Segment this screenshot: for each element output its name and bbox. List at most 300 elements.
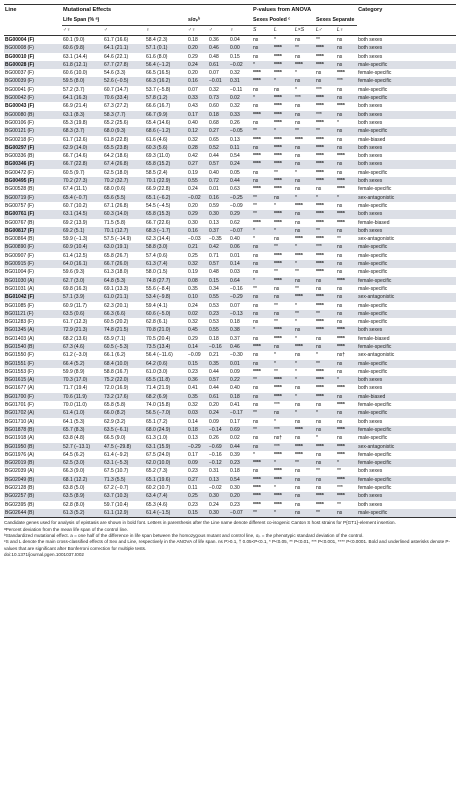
value-cell: **** [336,326,357,334]
value-cell: ** [294,44,315,52]
line-cell: BG00042 (F) [4,94,62,102]
value-cell: 0.10 [187,293,208,301]
value-cell: 66.1 (6.2) [104,352,126,359]
value-cell: 60.2 (10.7) [146,485,171,492]
value-cell: ** [337,468,341,475]
value-cell: 64.1 (5.3) [63,418,85,425]
value-cell: 64.2 (18.6) [104,153,129,160]
value-cell: * [295,335,297,342]
note-c: ᶜS and L denote the main cross-classified effects of Sex and Line, respectively in the ANOVA of life span. ns P>0.1, † 0.05<P<0.1, * P<0.05, ** P<0.01, *** P<0.001, **** P<0.0001. Bold and underlined asterisks denote P-values that are significant after Bonferroni correction for multiple tests. [4,539,451,551]
table-notes [4,520,456,558]
value-cell: ns [253,385,259,392]
line-cell: BG00346 (F) [4,160,62,168]
category-cell: male-specific [357,310,456,318]
value-cell: 0.32 [188,319,198,326]
value-cell: 0.26 [209,435,219,442]
value-cell: ns [253,435,259,442]
line-cell: BG00004 (F) [5,37,35,43]
value-cell: ns [336,243,357,251]
value-cell: 71.4 (21.9) [146,385,171,392]
value-cell: **** [315,94,336,102]
table-row [4,268,456,276]
line-cell: BG00767 (B) [5,219,35,226]
subheader-s: S [252,26,273,36]
value-cell: 0.63 [230,186,240,193]
value-cell: ** [295,285,299,292]
line-cell: BG00495 (F) [4,177,62,185]
value-cell: 58.8 (16.7) [104,368,129,375]
value-cell: 0.01 [209,186,219,193]
value-cell: 57.5 (−14.9) [104,236,132,243]
value-cell: ns [336,111,357,119]
table-row [4,418,456,426]
value-cell: * [295,302,297,309]
value-cell: **** [273,44,294,52]
category-cell: female-specific [357,343,456,351]
category-cell: male-specific [358,319,388,326]
value-cell: 0.15 [208,277,229,285]
value-cell: **** [274,70,282,77]
value-cell: 60.3 (5.6) [145,144,187,152]
value-cell: 0.32 [209,86,219,93]
value-cell: −0.03 [188,236,201,243]
value-cell: −0.16 [208,343,229,351]
value-cell: **** [316,136,324,143]
value-cell: ns [253,86,259,93]
value-cell: **** [274,153,282,160]
value-cell: ns [337,269,343,276]
value-cell: ns [295,501,301,508]
category-cell: female-specific [358,451,392,458]
category-cell: both sexes [357,44,456,52]
value-cell: ns [294,210,315,218]
header-pvalues: P-values from ANOVA [252,5,357,16]
value-cell: **** [273,94,294,102]
value-cell: 64.5 (6.2) [63,451,85,458]
value-cell: **** [316,236,324,243]
value-cell: 0.27 [187,476,208,484]
value-cell: **** [253,186,261,193]
value-cell: ** [253,202,257,209]
value-cell: 68.3 (−1.7) [145,227,187,235]
value-cell: ns [336,44,357,52]
value-cell: 62.5 (3.0) [62,459,103,467]
value-cell: 0.42 [188,153,198,160]
value-cell: 60.9 (11.7) [63,302,87,309]
line-cell: BG00121 (F) [4,127,62,135]
value-cell: **** [316,169,324,176]
value-cell: * [294,393,315,401]
value-cell: 63.1 (15.9) [145,443,187,451]
line-cell: BG00915 (F) [4,260,62,268]
value-cell: ns [336,509,357,518]
value-cell: ns [337,53,343,60]
note-a: ᵃPercent deviation from the mean life span of the control line. [4,526,129,532]
table-row [4,227,456,235]
value-cell: ns [316,186,322,193]
value-cell: 69.3 (11.0) [146,153,170,160]
table-page [4,0,456,559]
value-cell: ns [253,468,259,475]
value-cell: 59.9 (8.9) [63,368,85,375]
value-cell: **** [315,260,336,268]
value-cell: ns [316,451,322,458]
value-cell: 0.17 [187,111,208,119]
value-cell: 63.1 (14.4) [63,53,88,60]
value-cell: 0.62 [230,219,240,226]
line-cell: BG01918 (A) [5,435,35,442]
value-cell: 66.9 (22.8) [146,186,171,193]
value-cell: 0.44 [209,153,219,160]
value-cell: **** [273,160,294,168]
value-cell: 0.30 [208,492,229,500]
value-cell: ns [295,352,301,359]
value-cell: **** [274,53,282,60]
category-cell: female-specific [357,77,456,85]
value-cell: * [336,376,357,384]
value-cell: * [337,119,339,126]
value-cell: 0.14 [188,418,198,425]
value-cell: 0.20 [209,402,219,409]
value-cell: 0.20 [188,202,198,209]
value-cell: ns [337,252,343,259]
value-cell: * [273,509,294,518]
value-cell: 0.55 [208,293,229,301]
value-cell: ns [337,37,343,43]
line-cell: BG02049 (B) [4,476,62,484]
value-cell: 0.29 [187,210,208,218]
value-cell: 0.05 [230,169,240,176]
value-cell: 0.18 [230,319,240,326]
value-cell: * [336,194,357,202]
table-row [4,318,456,326]
value-cell: **** [253,136,261,143]
value-cell: **** [316,385,324,392]
value-cell: 0.54 [230,153,240,160]
value-cell: 56.4 (−11.6) [146,352,173,359]
line-cell: BG01976 (A) [5,451,35,458]
value-cell: * [253,451,255,458]
line-cell: BG00106 (F) [5,119,34,126]
value-cell: 70.5 (20.4) [146,335,171,342]
value-cell: 0.71 [209,252,219,259]
value-cell: **** [253,368,261,375]
value-cell: 0.12 [187,127,208,135]
value-cell: 57.8 (1.2) [145,94,187,102]
value-cell: 62.8 (6.1) [146,319,168,326]
value-cell: −0.11 [230,86,243,93]
results-table [4,4,456,518]
table-row [4,235,456,243]
value-cell: −0.13 [229,310,252,318]
value-cell: 0.00 [229,44,252,52]
value-cell: 65.5 (11.8) [145,376,187,384]
value-cell: 0.14 [229,260,252,268]
table-row [4,119,456,127]
value-cell: **** [252,459,273,467]
value-cell: ns [336,409,357,417]
note-b: ᵇStandardized mutational effect. a = one half of the difference in life span between the homozygous mutant and control line, σₚ = the phenotypic standard deviation of the control. [4,533,364,539]
value-cell: ** [294,310,315,318]
header-category: Category [357,5,456,16]
value-cell: 0.02 [229,94,252,102]
value-cell: **** [252,343,273,351]
value-cell: 0.23 [188,501,198,508]
value-cell: 0.20 [229,492,252,500]
value-cell: **** [273,326,294,334]
value-cell: ** [315,127,336,135]
value-cell: ** [337,236,341,243]
value-cell: 0.26 [230,119,240,126]
value-cell: 73.2 (17.6) [103,393,145,401]
line-cell: BG00037 (F) [5,70,34,77]
value-cell: ns [337,86,343,93]
value-cell: **** [315,44,336,52]
table-row [4,351,456,359]
value-cell: 0.59 [209,202,219,209]
subheader-lf: L♀ [336,26,357,36]
value-cell: 61.4 (12.5) [63,252,88,259]
value-cell: 63.1 (8.3) [62,111,103,119]
category-cell: male-specific [358,252,388,259]
value-cell: 65.4 (−0.7) [62,194,103,202]
value-cell: 0.15 [230,53,240,60]
line-cell: BG00297 (F) [4,144,62,152]
subheader-m2: ♂ [208,26,229,36]
value-cell: ns [253,103,259,110]
value-cell: 0.28 [187,144,208,152]
value-cell: 65.2 (7.3) [146,468,168,475]
value-cell: **** [316,153,324,160]
value-cell: ns [336,94,357,102]
subheader-l: L [273,26,294,36]
value-cell: **** [315,177,336,185]
value-cell: ns [252,310,273,318]
value-cell: ns [274,285,280,292]
line-cell: BG01031 (A) [5,285,35,292]
value-cell: 64.0 (16.1) [62,260,103,268]
table-row [4,177,456,185]
value-cell: 0.55 [187,177,208,185]
subheader-f2: ♀ [229,26,252,36]
value-cell: 57.4 (0.6) [146,252,168,259]
value-cell: 60.1 (9.0) [63,37,85,43]
value-cell: * [316,435,318,442]
value-cell: 64.1 (16.3) [62,94,103,102]
line-cell: BG00528 (B) [5,186,35,193]
value-cell: ns [295,435,301,442]
value-cell: **** [274,119,282,126]
value-cell: 61.6 (4.6) [146,136,168,143]
value-cell: 0.44 [229,177,252,185]
value-cell: **** [253,501,261,508]
value-cell: −0.09 [230,202,243,209]
value-cell: **** [274,385,282,392]
value-cell: **** [336,177,357,185]
table-row [4,94,456,102]
value-cell: ns [294,77,315,85]
value-cell: 0.03 [187,409,208,417]
value-cell: 0.35 [187,393,208,401]
subheader-lm: L♂ [315,26,336,36]
value-cell: **** [315,293,336,301]
value-cell: ns [336,127,357,135]
value-cell: 0.65 [209,136,219,143]
value-cell: 0.27 [208,127,229,135]
value-cell: ns [316,485,322,492]
value-cell: 0.25 [188,252,198,259]
value-cell: 59.7 (10.4) [104,501,129,508]
value-cell: ** [273,243,294,251]
value-cell: ns [337,136,343,143]
line-cell: BG02019 (B) [4,459,62,467]
line-cell: BG00719 (F) [4,194,62,202]
value-cell: 0.73 [208,94,229,102]
value-cell: 62.9 (3.2) [104,418,126,425]
value-cell: * [295,169,297,176]
value-cell: 59.6 (9.3) [63,269,85,276]
value-cell: ns [295,402,301,409]
value-cell: 0.30 [208,509,229,518]
table-row [4,509,456,518]
line-cell: BG01345 (A) [4,326,62,334]
value-cell: *** [274,402,280,409]
category-cell: both sexes [357,210,456,218]
line-cell: BG01710 (A) [5,418,35,425]
value-cell: −0.09 [188,352,201,359]
value-cell: ns [252,177,273,185]
value-cell: **** [315,376,336,384]
line-cell: BG00043 (F) [5,103,35,110]
category-cell: both sexes [357,227,456,235]
value-cell: **** [273,111,294,119]
value-cell: ** [252,376,273,384]
value-cell: 70.1 (22.9) [145,177,187,185]
value-cell: * [294,409,315,417]
value-cell: 0.15 [187,360,208,368]
value-cell: **** [252,77,273,85]
value-cell: *** [315,111,336,119]
value-cell: 0.23 [208,310,229,318]
value-cell: 60.5 (9.7) [63,169,85,176]
table-row [4,152,456,160]
value-cell: −0.12 [208,459,229,467]
value-cell: **** [336,443,357,451]
table-row [4,467,456,475]
value-cell: **** [336,492,357,500]
line-cell: BG02039 (A) [5,468,35,475]
value-cell: 0.31 [229,77,252,85]
value-cell: 62.3 (20.1) [104,302,129,309]
value-cell: ns [252,360,273,368]
value-cell: 66.3 (16.2) [145,77,187,85]
value-cell: 65.8 (5.8) [104,402,126,409]
value-cell: **** [295,136,303,143]
value-cell: ns [337,285,343,292]
value-cell: 59.4 (4.1) [146,302,168,309]
value-cell: 67.2 (−0.7) [104,485,129,492]
value-cell: **** [316,119,324,126]
value-cell: **** [274,501,282,508]
table-row [4,219,456,227]
value-cell: 0.39 [230,451,240,458]
value-cell: ns [253,53,259,60]
value-cell: **** [274,468,282,475]
value-cell: **** [274,451,282,458]
value-cell: 65.4 (14.6) [146,119,171,126]
value-cell: * [252,227,273,235]
subheader-m1: ♂ [103,26,145,36]
value-cell: ** [252,409,273,417]
value-cell: 71.5 (5.8) [104,219,126,226]
table-row [4,492,456,500]
value-cell: * [295,70,297,77]
value-cell: 0.23 [229,459,252,467]
value-cell: **** [337,153,345,160]
value-cell: *** [273,426,294,434]
value-cell: **** [316,368,324,375]
value-cell: 68.2 (13.6) [63,335,88,342]
table-row [4,185,456,193]
value-cell: 0.04 [230,37,240,43]
value-cell: 0.57 [208,260,229,268]
line-cell: BG00041 (F) [5,86,34,93]
table-row [4,285,456,293]
value-cell: 66.9 (21.4) [63,103,88,110]
value-cell: 0.31 [209,468,219,475]
value-cell: ns [252,144,273,152]
subheader-mf1: ♂♀ [62,26,103,36]
value-cell: ns [337,319,343,326]
value-cell: * [315,409,336,417]
table-row [4,459,456,467]
value-cell: *** [315,243,336,251]
value-cell: 66.3 (9.0) [63,468,85,475]
value-cell: 64.1 (21.1) [103,44,145,52]
value-cell: 0.24 [187,61,208,69]
value-cell: 0.57 [208,376,229,384]
header-line: Line [4,5,62,16]
value-cell: **** [315,210,336,218]
value-cell: 0.16 [187,227,208,235]
value-cell: ns [273,343,294,351]
value-cell: 65.1 (19.6) [145,476,187,484]
table-row [4,393,456,401]
value-cell: **** [316,103,324,110]
value-cell: 65.2 (25.6) [104,119,129,126]
value-cell: 70.3 (17.0) [62,376,103,384]
value-cell: **** [253,70,261,77]
value-cell: * [316,352,318,359]
value-cell: **** [315,492,336,500]
line-cell: BG00039 (F) [4,77,62,85]
value-cell: 0.61 [208,61,229,69]
value-cell: 0.19 [188,169,198,176]
value-cell: ns [294,227,315,235]
value-cell: −0.02 [187,194,208,202]
value-cell: ** [252,509,273,518]
value-cell: ** [252,194,273,202]
value-cell: ** [294,127,315,135]
value-cell: −0.14 [208,426,229,434]
line-cell: BG01403 (A) [5,335,35,342]
subheader-mf2: ♂♀ [187,26,208,36]
value-cell: 0.24 [209,501,219,508]
value-cell: 63.8 (4.8) [63,435,85,442]
table-row [4,343,456,351]
value-cell: **** [274,219,282,226]
value-cell: 0.07 [209,70,219,77]
